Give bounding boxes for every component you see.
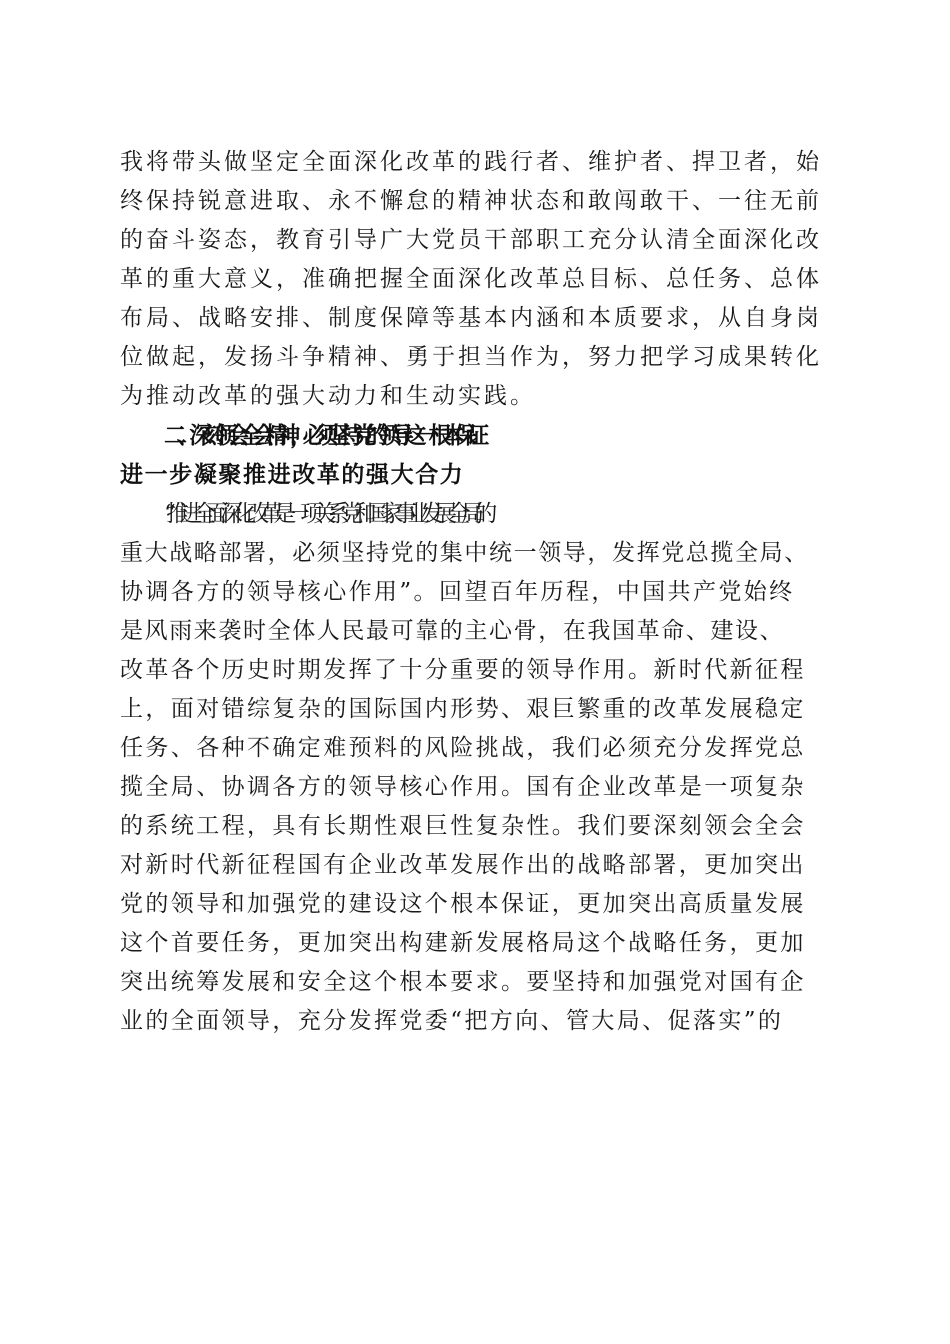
paragraph-2-line: 是风雨来袭时全体人民最可靠的主心骨，在我国革命、建设、 xyxy=(120,618,785,644)
paragraph-2-line: “推进全面深化改革是一项关系党和国家事业发展全局的 xyxy=(164,501,488,527)
paragraph-2-line: 突出统筹发展和安全这个根本要求。要坚持和加强党对国有企 xyxy=(120,969,806,995)
paragraph-2-line: 重大战略部署，必须坚持党的集中统一领导，发挥党总揽全局、 xyxy=(120,540,809,566)
section-heading-line: 二、深刻领会全会精神，必须坚持党的领导这一根本保证 xyxy=(164,423,480,449)
paragraph-1-line: 终保持锐意进取、永不懈怠的精神状态和敢闯敢干、一往无前 xyxy=(120,188,822,214)
section-heading-line: 进一步凝聚推进改革的强大合力 xyxy=(120,462,465,488)
paragraph-1-line: 我将带头做坚定全面深化改革的践行者、维护者、捍卫者，始 xyxy=(120,149,822,175)
paragraph-1-line: 的奋斗姿态，教育引导广大党员干部职工充分认清全面深化改 xyxy=(120,227,822,253)
paragraph-2-line: 协调各方的领导核心作用”。回望百年历程，中国共产党始终 xyxy=(120,579,795,605)
paragraph-1-line: 位做起，发扬斗争精神、勇于担当作为，努力把学习成果转化 xyxy=(120,344,822,370)
paragraph-2-line: 党的领导和加强党的建设这个根本保证，更加突出高质量发展 xyxy=(120,891,806,917)
paragraph-2-line: 这个首要任务，更加突出构建新发展格局这个战略任务，更加 xyxy=(120,930,806,956)
paragraph-1-line: 为推动改革的强大动力和生动实践。 xyxy=(120,383,536,409)
paragraph-2-line: 改革各个历史时期发挥了十分重要的领导作用。新时代新征程 xyxy=(120,657,806,683)
paragraph-2-line: 上，面对错综复杂的国际国内形势、艰巨繁重的改革发展稳定 xyxy=(120,696,806,722)
paragraph-2-line: 任务、各种不确定难预料的风险挑战，我们必须充分发挥党总 xyxy=(120,735,806,761)
paragraph-2-line: 对新时代新征程国有企业改革发展作出的战略部署，更加突出 xyxy=(120,852,806,878)
paragraph-1-line: 革的重大意义，准确把握全面深化改革总目标、总任务、总体 xyxy=(120,266,822,292)
paragraph-2-line: 的系统工程，具有长期性艰巨性复杂性。我们要深刻领会全会 xyxy=(120,813,806,839)
paragraph-1-line: 布局、战略安排、制度保障等基本内涵和本质要求，从自身岗 xyxy=(120,305,822,331)
paragraph-2-line: 业的全面领导，充分发挥党委“把方向、管大局、促落实”的 xyxy=(120,1008,784,1034)
paragraph-2-line: 揽全局、协调各方的领导核心作用。国有企业改革是一项复杂 xyxy=(120,774,806,800)
